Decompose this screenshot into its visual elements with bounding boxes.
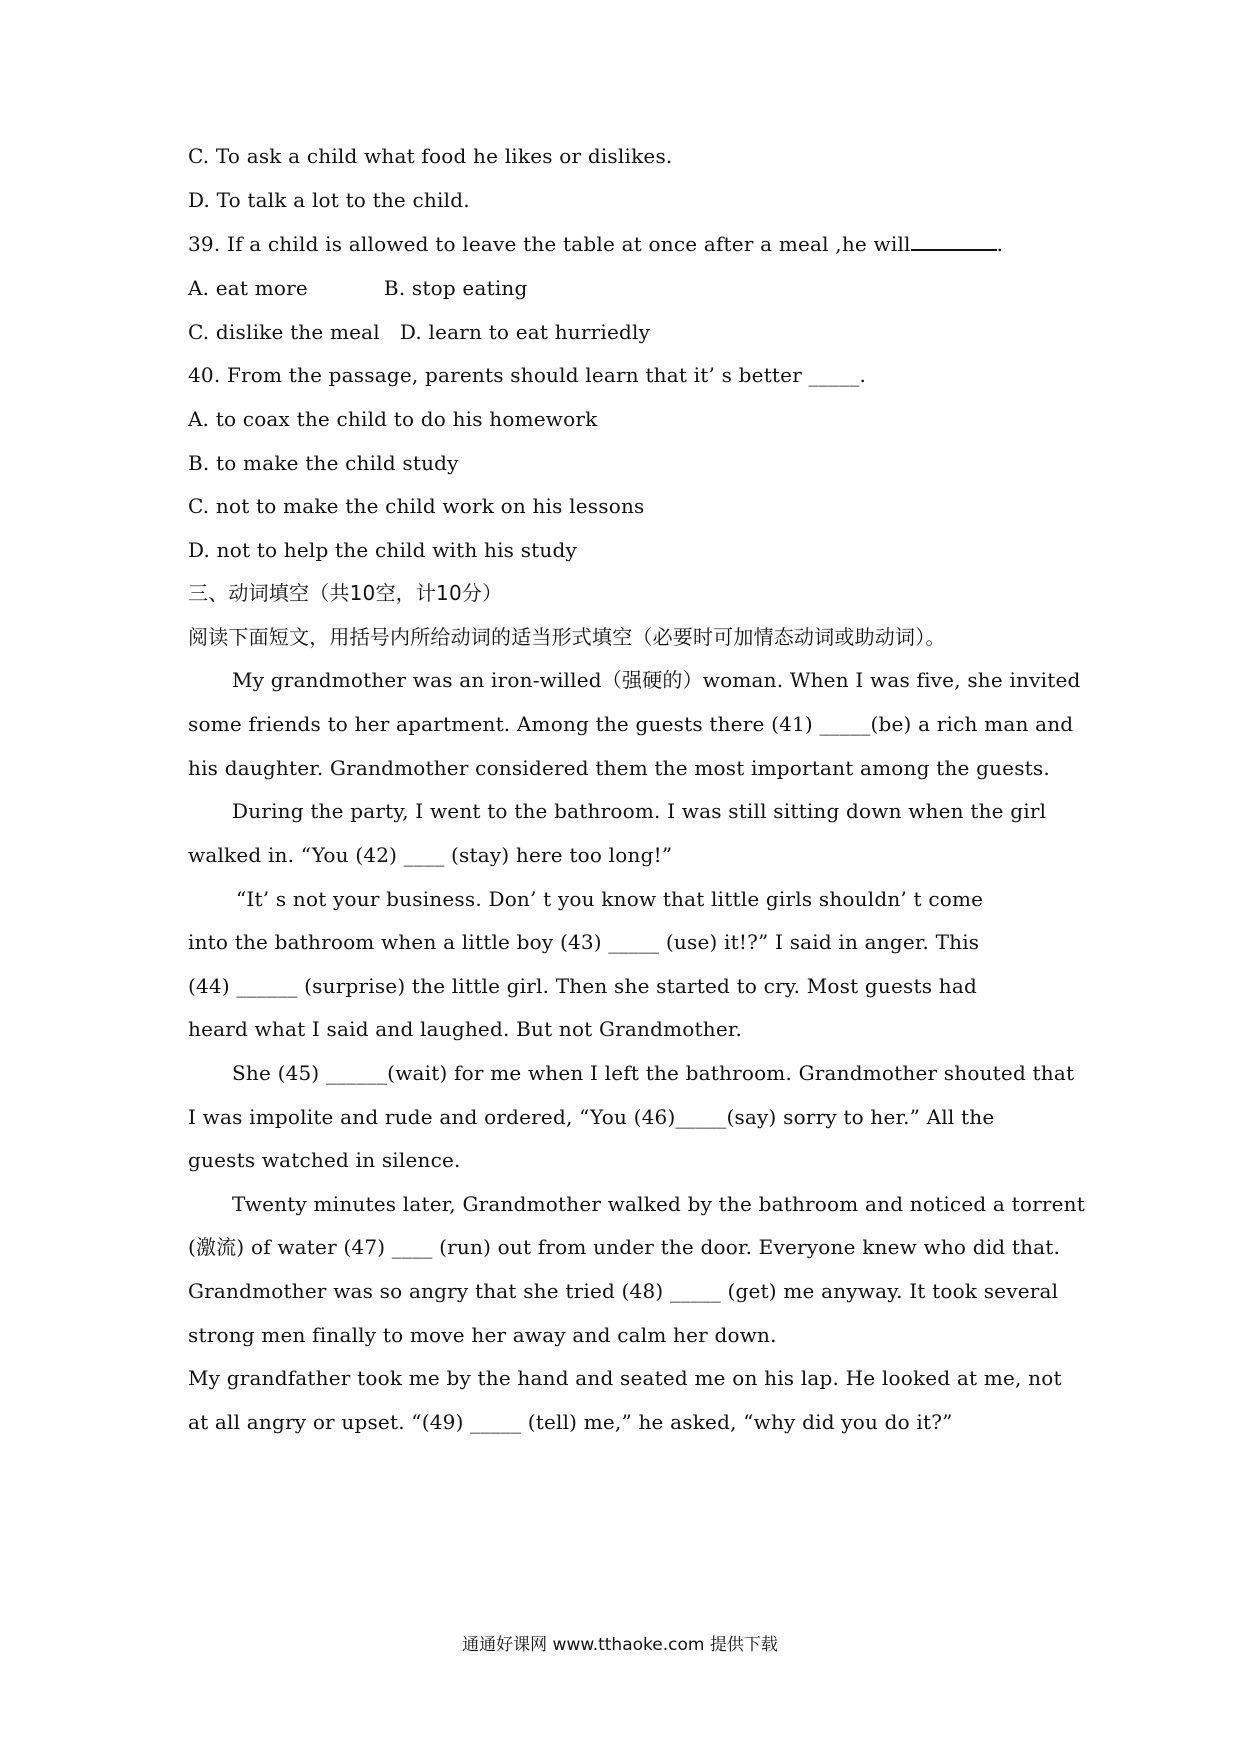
passage-line: “It’ s not your business. Don’ t you know that little girls shouldn’ t come (236, 887, 984, 911)
section-heading: 三、动词填空（共10空，计10分） (188, 581, 503, 605)
passage-line: (44) ______ (surprise) the little girl. Then she started to cry. Most guests had (188, 974, 977, 998)
passage-line: walked in. “You (42) ____ (stay) here too long!” (188, 843, 673, 867)
passage-line: at all angry or upset. “(49) _____ (tell) me,” he asked, “why did you do it?” (188, 1410, 953, 1434)
passage-line: My grandfather took me by the hand and seated me on his lap. He looked at me, not (188, 1366, 1062, 1390)
passage-line: Twenty minutes later, Grandmother walked by the bathroom and noticed a torrent (232, 1192, 1085, 1216)
passage-line: his daughter. Grandmother considered them the most important among the guests. (188, 756, 1050, 780)
section-instruction: 阅读下面短文，用括号内所给动词的适当形式填空（必要时可加情态动词或助动词）。 (188, 625, 946, 649)
passage-line: some friends to her apartment. Among the guests there (41) _____(be) a rich man and (188, 712, 1074, 736)
option-a: A. eat more (188, 276, 308, 300)
question-39 (188, 230, 1058, 258)
question-40-option-a: A. to coax the child to do his homework (188, 407, 598, 431)
question-40-option-d: D. not to help the child with his study (188, 538, 577, 562)
passage-line: (激流) of water (47) ____ (run) out from under the door. Everyone knew who did that. (188, 1235, 1061, 1259)
question-39-options-cd (188, 318, 1058, 346)
question-39-stem: 39. If a child is allowed to leave the table at once after a meal ,he will (188, 232, 911, 256)
passage-line: strong men finally to move her away and calm her down. (188, 1323, 777, 1347)
passage-line: My grandmother was an iron-willed（强硬的）woman. When I was five, she invited (232, 668, 1081, 692)
passage-line: into the bathroom when a little boy (43) _____ (use) it!?” I said in anger. This (188, 930, 980, 954)
option-c: C. dislike the meal (188, 320, 380, 344)
passage-line: I was impolite and rude and ordered, “You (46)_____(say) sorry to her.” All the (188, 1105, 995, 1129)
question-40: 40. From the passage, parents should learn that it’ s better _____. (188, 363, 867, 387)
answer-blank (911, 231, 997, 251)
option-c-prev: C. To ask a child what food he likes or dislikes. (188, 144, 673, 168)
question-40-option-c: C. not to make the child work on his lessons (188, 494, 645, 518)
passage-line: During the party, I went to the bathroom. I was still sitting down when the girl (232, 799, 1047, 823)
page-footer: 通通好课网 www.tthaoke.com 提供下载 (462, 1635, 778, 1655)
option-b: B. stop eating (383, 276, 528, 300)
question-39-stem-end: . (996, 232, 1004, 256)
question-40-option-b: B. to make the child study (188, 451, 459, 475)
passage-line: guests watched in silence. (188, 1148, 461, 1172)
option-d-prev: D. To talk a lot to the child. (188, 188, 470, 212)
passage-line: She (45) ______(wait) for me when I left the bathroom. Grandmother shouted that (232, 1061, 1075, 1085)
passage-line: Grandmother was so angry that she tried (48) _____ (get) me anyway. It took several (188, 1279, 1059, 1303)
option-d: D. learn to eat hurriedly (399, 320, 651, 344)
question-39-options-ab (188, 274, 1058, 302)
passage-line: heard what I said and laughed. But not Grandmother. (188, 1017, 742, 1041)
